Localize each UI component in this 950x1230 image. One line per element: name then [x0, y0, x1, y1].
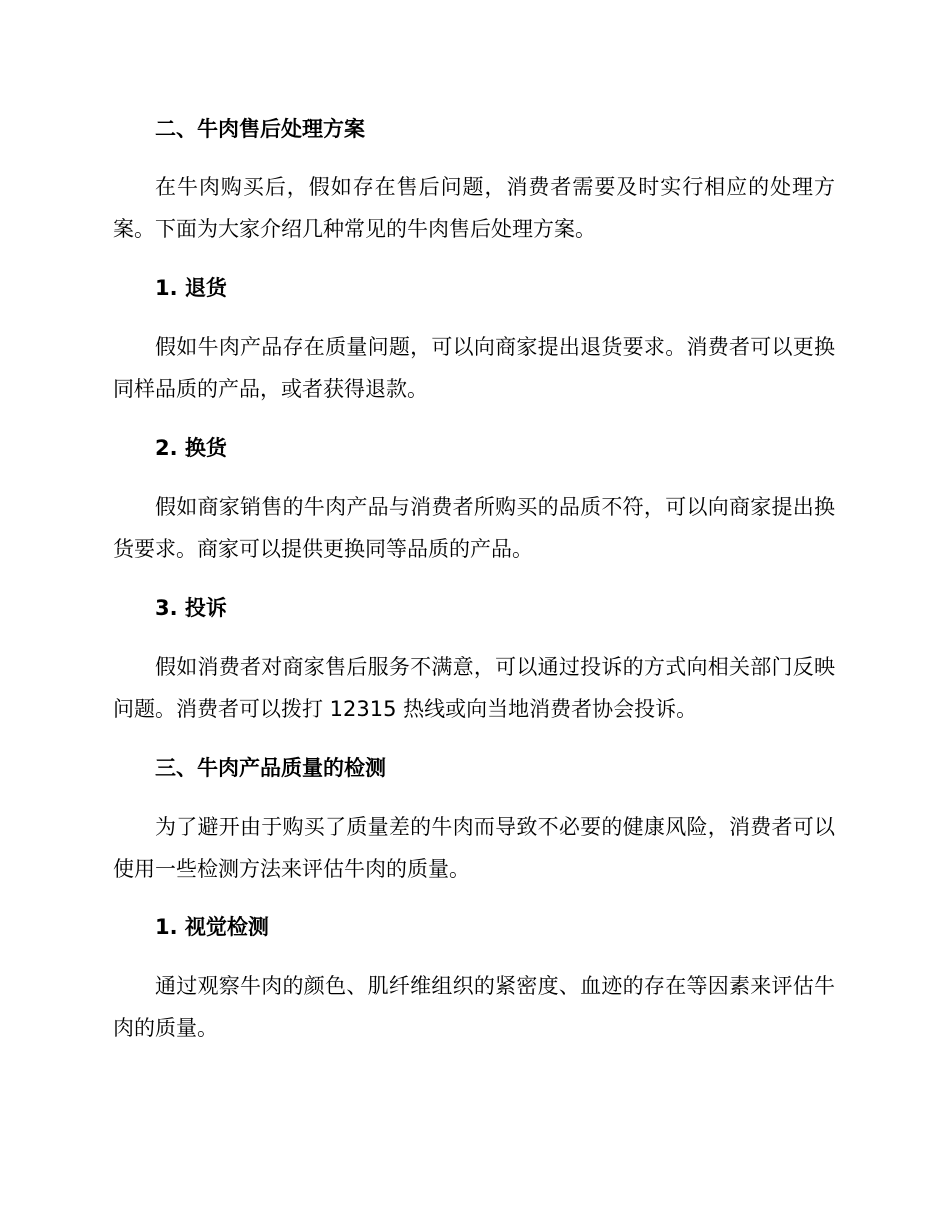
- subheading-visual-inspection: 1. 视觉检测: [155, 915, 269, 939]
- subheading-complaint: 3. 投诉: [155, 596, 227, 620]
- subheading-return: 1. 退货: [155, 276, 227, 300]
- subheading-exchange: 2. 换货: [155, 436, 227, 460]
- paragraph-return: 假如牛肉产品存在质量问题，可以向商家提出退货要求。消费者可以更换同样品质的产品，或者获得退款。: [113, 335, 835, 401]
- paragraph-after-sales-intro: 在牛肉购买后，假如存在售后问题，消费者需要及时实行相应的处理方案。下面为大家介绍几种常见的牛肉售后处理方案。: [113, 175, 835, 241]
- paragraph-complaint: 假如消费者对商家售后服务不满意，可以通过投诉的方式向相关部门反映问题。消费者可以拨打 12315 热线或向当地消费者协会投诉。: [113, 655, 835, 721]
- section-heading-after-sales: 二、牛肉售后处理方案: [155, 117, 365, 141]
- paragraph-quality-testing-intro: 为了避开由于购买了质量差的牛肉而导致不必要的健康风险，消费者可以使用一些检测方法来评估牛肉的质量。: [113, 815, 835, 881]
- paragraph-exchange: 假如商家销售的牛肉产品与消费者所购买的品质不符，可以向商家提出换货要求。商家可以提供更换同等品质的产品。: [113, 495, 835, 561]
- section-heading-quality-testing: 三、牛肉产品质量的检测: [155, 756, 386, 780]
- paragraph-visual-inspection: 通过观察牛肉的颜色、肌纤维组织的紧密度、血迹的存在等因素来评估牛肉的质量。: [113, 974, 835, 1040]
